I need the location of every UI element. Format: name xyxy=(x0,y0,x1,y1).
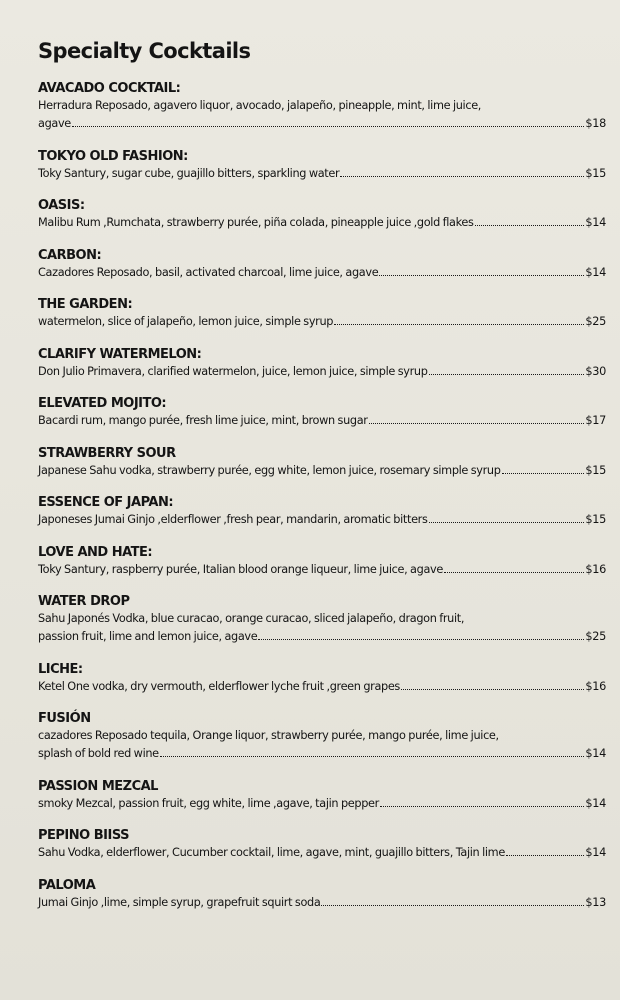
menu-item xyxy=(38,297,606,331)
cocktail-name: PEPINO BIISS xyxy=(38,828,129,843)
description-text: Don Julio Primavera, clarified watermelon, juice, lemon juice, simple syrup xyxy=(38,364,428,378)
dot-leader xyxy=(429,374,585,375)
menu-item xyxy=(38,878,606,912)
description-price-line xyxy=(38,313,606,331)
cocktail-name: LICHE: xyxy=(38,661,83,677)
cocktail-name: PALOMA xyxy=(38,877,96,893)
cocktail-name: WATER DROP xyxy=(38,594,130,609)
cocktail-name: THE GARDEN: xyxy=(38,297,133,312)
menu-item xyxy=(38,828,606,862)
cocktail-name: CARBON: xyxy=(38,247,102,263)
cocktail-description xyxy=(38,313,606,331)
description-text: Ketel One vodka, dry vermouth, elderflower lyche fruit ,green grapes xyxy=(38,679,400,693)
description-price-line xyxy=(38,412,606,430)
dot-leader xyxy=(506,855,584,856)
description-text: passion fruit, lime and lemon juice, agave xyxy=(38,630,258,643)
description-price-line xyxy=(38,462,606,480)
description-text: Malibu Rum ,Rumchata, strawberry purée, piña colada, pineapple juice ,gold flakes xyxy=(38,216,474,229)
menu-item xyxy=(38,149,606,183)
dot-leader xyxy=(160,756,585,757)
price: $16 xyxy=(585,562,606,576)
cocktail-description xyxy=(38,844,606,862)
cocktail-description xyxy=(38,795,606,813)
dot-leader xyxy=(444,572,584,573)
price: $14 xyxy=(585,846,606,859)
price: $14 xyxy=(585,796,606,810)
cocktail-description xyxy=(38,561,606,579)
price: $25 xyxy=(585,315,606,328)
description-text: smoky Mezcal, passion fruit, egg white, lime ,agave, tajin pepper xyxy=(38,796,379,810)
menu-item xyxy=(38,446,606,480)
description-price-line xyxy=(38,363,606,381)
description-text: Bacardi rum, mango purée, fresh lime juice, mint, brown sugar xyxy=(38,414,368,427)
dot-leader xyxy=(369,423,585,424)
cocktail-name: CLARIFY WATERMELON: xyxy=(38,346,202,362)
menu-item xyxy=(38,396,606,430)
description-text: Cazadores Reposado, basil, activated charcoal, lime juice, agave xyxy=(38,265,379,279)
price: $18 xyxy=(585,117,606,130)
menu-title: Specialty Cocktails xyxy=(38,39,251,63)
cocktail-name: OASIS: xyxy=(38,198,85,213)
price: $15 xyxy=(585,513,606,526)
description-price-line xyxy=(38,214,606,232)
description-price-line xyxy=(38,628,606,646)
description-price-line xyxy=(38,795,606,813)
cocktail-name: PASSION MEZCAL xyxy=(38,778,158,794)
dot-leader xyxy=(334,324,584,325)
cocktail-description xyxy=(38,610,606,646)
cocktail-name: AVACADO COCKTAIL: xyxy=(38,81,181,96)
dot-leader xyxy=(72,126,584,127)
description-text: Toky Santury, raspberry purée, Italian blood orange liqueur, lime juice, agave xyxy=(38,562,443,576)
cocktail-description xyxy=(38,412,606,430)
description-text: watermelon, slice of jalapeño, lemon juice, simple syrup xyxy=(38,315,334,328)
dot-leader xyxy=(429,522,585,523)
price: $16 xyxy=(585,679,606,693)
description-text: splash of bold red wine xyxy=(38,747,159,760)
cocktail-name: ELEVATED MOJITO: xyxy=(38,396,167,411)
description-line: cazadores Reposado tequila, Orange liquor, strawberry purée, mango purée, lime juice, xyxy=(38,729,499,742)
menu-item xyxy=(38,662,606,696)
price: $14 xyxy=(585,747,606,760)
description-text: Jumai Ginjo ,lime, simple syrup, grapefruit squirt soda xyxy=(38,895,321,909)
menu-item xyxy=(38,81,606,133)
dot-leader xyxy=(401,689,584,690)
description-text: Japoneses Jumai Ginjo ,elderflower ,fresh pear, mandarin, aromatic bitters xyxy=(38,513,428,526)
dot-leader xyxy=(258,639,584,640)
description-text: Japanese Sahu vodka, strawberry purée, egg white, lemon juice, rosemary simple syrup xyxy=(38,463,501,477)
description-price-line xyxy=(38,115,606,133)
cocktail-description xyxy=(38,511,606,529)
description-line: Sahu Japonés Vodka, blue curacao, orange curacao, sliced jalapeño, dragon fruit, xyxy=(38,612,465,625)
cocktail-name: LOVE AND HATE: xyxy=(38,544,153,560)
dot-leader xyxy=(379,275,584,276)
dot-leader xyxy=(340,176,584,177)
price: $14 xyxy=(585,265,606,279)
description-price-line xyxy=(38,894,606,912)
cocktail-description xyxy=(38,727,606,763)
description-line: Herradura Reposado, agavero liquor, avocado, jalapeño, pineapple, mint, lime juice, xyxy=(38,99,482,112)
description-text: Sahu Vodka, elderflower, Cucumber cocktail, lime, agave, mint, guajillo bitters, Tajin lime xyxy=(38,846,505,859)
cocktail-name: FUSIÓN xyxy=(38,711,91,726)
description-price-line xyxy=(38,678,606,696)
cocktail-description xyxy=(38,363,606,381)
description-price-line xyxy=(38,745,606,763)
menu-item xyxy=(38,545,606,579)
menu-item xyxy=(38,347,606,381)
cocktail-description xyxy=(38,214,606,232)
cocktail-name: TOKYO OLD FASHION: xyxy=(38,148,188,164)
menu-item xyxy=(38,495,606,529)
price: $15 xyxy=(585,166,606,180)
menu-item xyxy=(38,779,606,813)
cocktail-name: ESSENCE OF JAPAN: xyxy=(38,495,174,510)
menu-item xyxy=(38,594,606,646)
description-price-line xyxy=(38,844,606,862)
description-price-line xyxy=(38,561,606,579)
description-price-line xyxy=(38,165,606,183)
cocktail-description xyxy=(38,97,606,133)
cocktail-description xyxy=(38,264,606,282)
description-price-line xyxy=(38,264,606,282)
dot-leader xyxy=(380,806,584,807)
cocktail-description xyxy=(38,462,606,480)
price: $30 xyxy=(585,364,606,378)
cocktail-name: STRAWBERRY SOUR xyxy=(38,445,176,461)
dot-leader xyxy=(502,473,585,474)
price: $14 xyxy=(585,216,606,229)
price: $13 xyxy=(585,895,606,909)
dot-leader xyxy=(321,905,584,906)
cocktail-description xyxy=(38,678,606,696)
menu-item xyxy=(38,198,606,232)
menu-item xyxy=(38,248,606,282)
cocktail-description xyxy=(38,894,606,912)
description-price-line xyxy=(38,511,606,529)
menu-item xyxy=(38,711,606,763)
cocktail-list xyxy=(38,81,606,912)
cocktail-description xyxy=(38,165,606,183)
dot-leader xyxy=(475,225,585,226)
description-text: Toky Santury, sugar cube, guajillo bitters, sparkling water xyxy=(38,166,340,180)
price: $25 xyxy=(585,630,606,643)
price: $17 xyxy=(585,414,606,427)
price: $15 xyxy=(585,463,606,477)
description-text: agave xyxy=(38,117,71,130)
